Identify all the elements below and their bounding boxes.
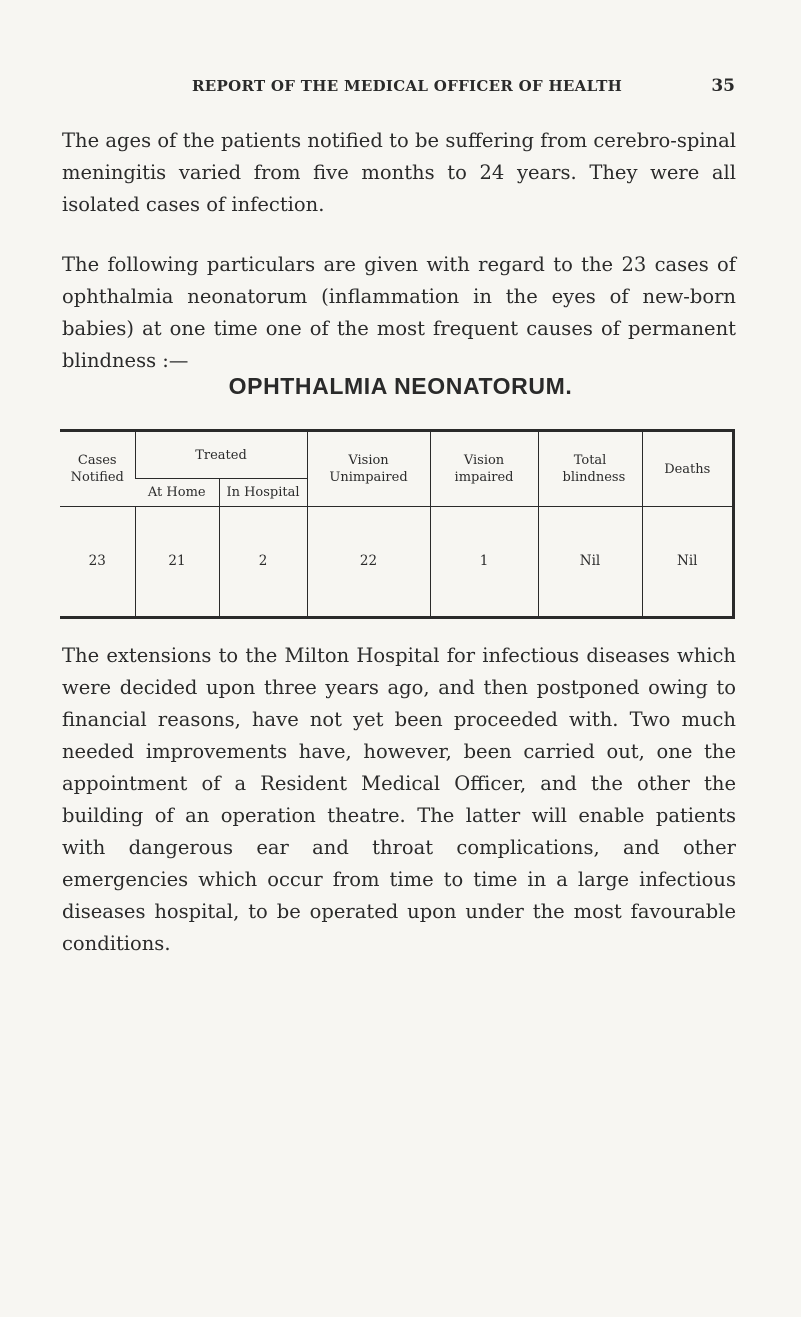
col-header-cases-notified: Cases Notified — [70, 453, 124, 486]
paragraph-meningitis: The ages of the patients notified to be suffering from cerebro-spinal meningitis varied from five months to 24 years. They were all isolated cases of infection. — [62, 129, 736, 216]
cell-total-blindness: Nil — [538, 507, 642, 616]
running-header — [60, 77, 735, 99]
cell-in-hospital: 2 — [219, 507, 307, 616]
cell-vision-unimpaired: 22 — [307, 507, 430, 616]
col-header-vision-impaired: Vision impaired — [430, 432, 538, 507]
section-heading: OPHTHALMIA NEONATORUM. — [228, 373, 573, 399]
table-header-row — [60, 432, 732, 479]
col-header-in-hospital: In Hospital — [219, 479, 307, 507]
cell-vision-impaired: 1 — [430, 507, 538, 616]
running-title: REPORT OF THE MEDICAL OFFICER OF HEALTH — [192, 77, 623, 95]
table-right-rule — [732, 429, 735, 619]
col-header-total-blindness: Total blindness — [538, 432, 642, 507]
paragraph-milton-hospital: The extensions to the Milton Hospital for infectious diseases which were decided upon three years ago, and then postponed owing to financial reasons, have not yet been proceeded with. Two much needed improvements have, however, been carried out, one the appointment of a Resident Medical Officer, and the other the building of an operation theatre. The latter will enable patients with dangerous ear and throat complications, and other emergencies which occur from time to time in a large infectious diseases hospital, to be operated upon under the most favourable conditions. — [62, 644, 736, 955]
cell-at-home: 21 — [135, 507, 219, 616]
data-table — [60, 432, 732, 616]
table-bottom-rule — [60, 616, 735, 619]
cell-deaths: Nil — [642, 507, 732, 616]
ophthalmia-table — [60, 429, 735, 619]
col-header-at-home: At Home — [135, 479, 219, 507]
paragraph-ophthalmia-intro: The following particulars are given with regard to the 23 cases of ophthalmia neonatorum (inflammation in the eyes of new-born babies) at one time one of the most frequent causes of permanent blindness :— — [62, 253, 736, 372]
table-row — [60, 507, 732, 616]
col-header-deaths: Deaths — [642, 432, 732, 507]
col-header-vision-unimpaired: Vision Unimpaired — [307, 432, 430, 507]
cell-cases-notified: 23 — [60, 507, 135, 616]
page-number: 35 — [711, 76, 735, 96]
col-header-treated: Treated — [135, 432, 307, 479]
